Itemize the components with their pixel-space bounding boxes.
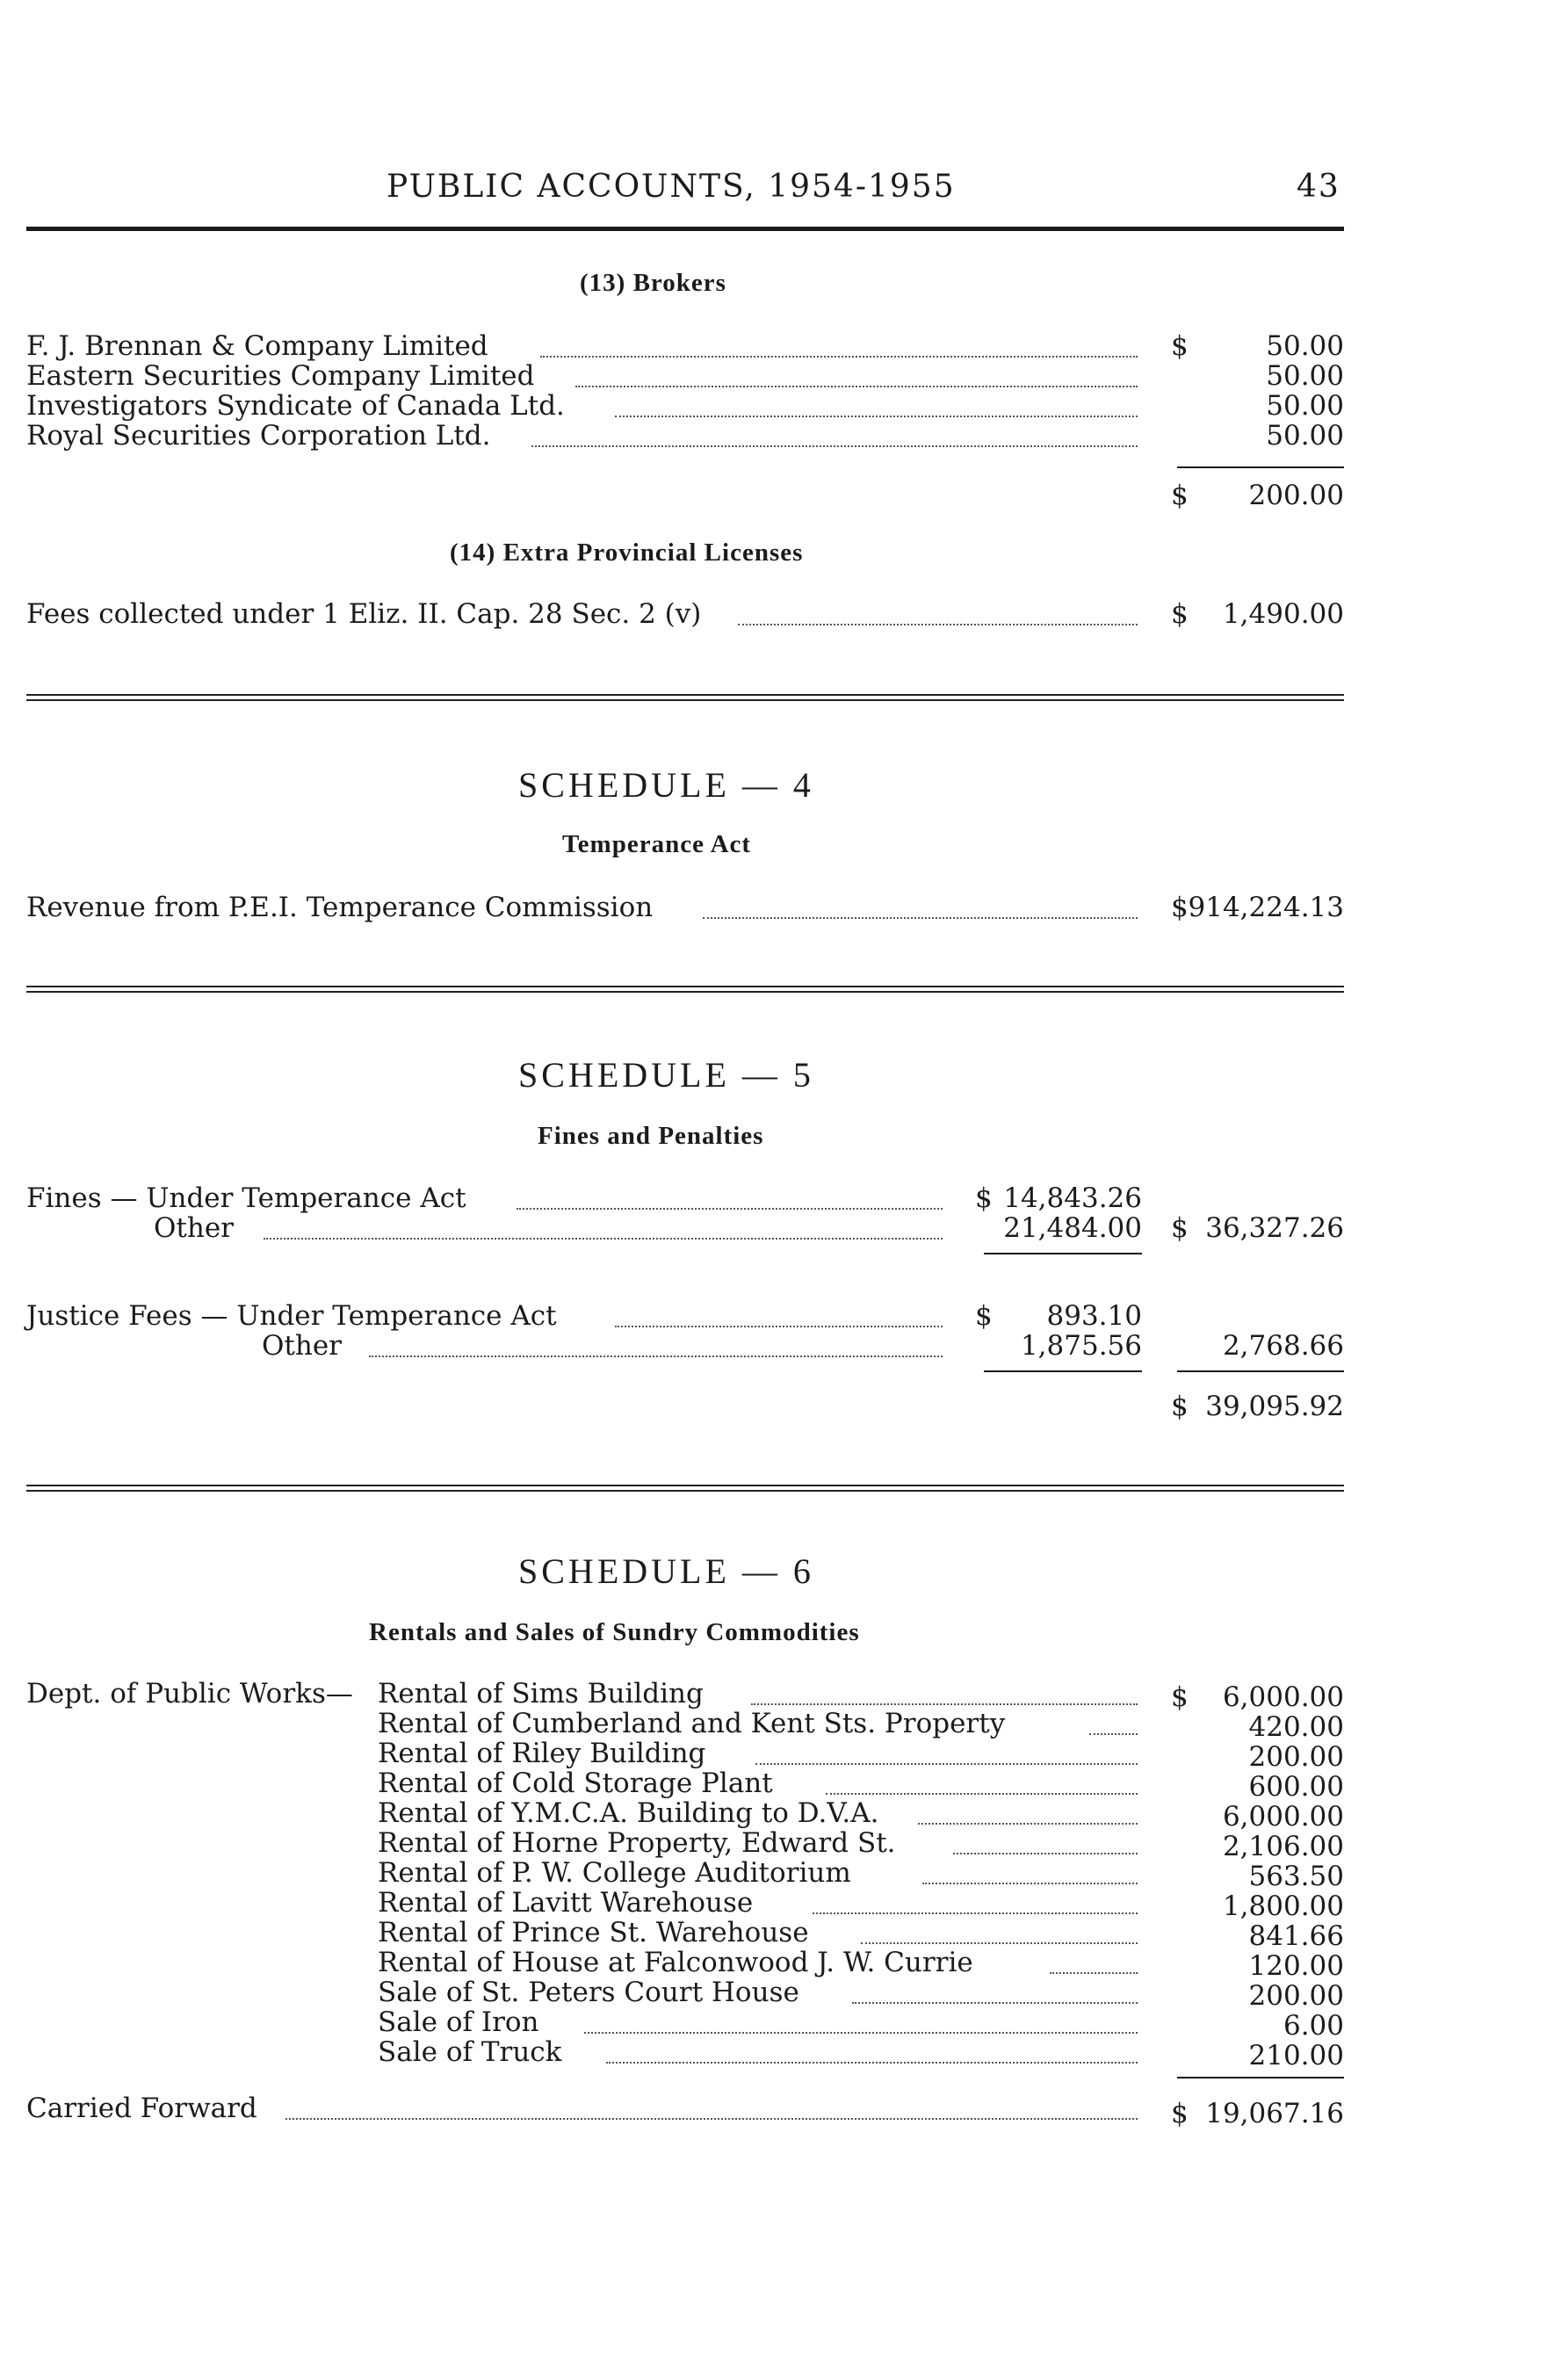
section-divider [26, 986, 1344, 993]
leader-dots [738, 624, 1138, 625]
leader-dots [606, 2062, 1138, 2064]
leader-dots [918, 1823, 1138, 1825]
leader-dots [813, 1912, 1138, 1914]
justice-other-amount: 1,875.56 [1020, 1330, 1142, 1362]
leader-dots [369, 1356, 943, 1357]
item-label: Rental of Lavitt Warehouse [378, 1887, 754, 1919]
item-amount: 563.50 [1248, 1861, 1344, 1892]
item-amount: 1,800.00 [1222, 1890, 1344, 1922]
item-amount: 6.00 [1283, 2010, 1344, 2042]
fines-label: Fines — Under Temperance Act [26, 1182, 466, 1214]
schedule-5-total: 39,095.92 [1205, 1391, 1344, 1422]
dollar-sign: $ [1171, 480, 1189, 511]
section-divider [26, 694, 1344, 701]
carried-forward-label: Carried Forward [26, 2093, 257, 2124]
broker-name: F. J. Brennan & Company Limited [26, 330, 488, 362]
item-label: Rental of Cold Storage Plant [378, 1768, 773, 1799]
item-amount: 120.00 [1248, 1950, 1344, 1982]
leader-dots [703, 917, 1138, 919]
leader-dots [922, 1883, 1138, 1884]
leader-dots [953, 1853, 1138, 1854]
subtotal-rule [1177, 466, 1344, 468]
leader-dots [264, 1238, 943, 1240]
item-amount: 420.00 [1248, 1711, 1344, 1743]
justice-total: 2,768.66 [1222, 1330, 1344, 1362]
revenue-amount: 914,224.13 [1188, 892, 1344, 923]
schedule-4-title: SCHEDULE — 4 [518, 765, 814, 805]
item-label: Sale of Truck [378, 2036, 562, 2068]
leader-dots [285, 2118, 1138, 2120]
item-label: Rental of House at Falconwood J. W. Currie [378, 1947, 973, 1978]
dollar-sign: $ [1171, 2098, 1189, 2129]
subtotal-rule [1177, 2077, 1344, 2078]
broker-name: Royal Securities Corporation Ltd. [26, 420, 491, 452]
item-label: Rental of Cumberland and Kent Sts. Property [378, 1708, 1006, 1739]
leader-dots [852, 2002, 1138, 2004]
leader-dots [615, 416, 1138, 417]
subtotal-rule [1177, 1370, 1344, 1372]
broker-amount: 50.00 [1266, 330, 1344, 362]
fees-label: Fees collected under 1 Eliz. II. Cap. 28 Sec. 2 (v) [26, 598, 702, 630]
subtotal-rule [984, 1370, 1142, 1372]
justice-other-label: Other [262, 1330, 343, 1362]
dollar-sign: $ [1171, 1391, 1189, 1422]
item-label: Rental of Horne Property, Edward St. [378, 1827, 896, 1859]
fines-temperance-amount: 14,843.26 [1003, 1182, 1142, 1214]
leader-dots [517, 1208, 943, 1210]
dept-label: Dept. of Public Works— [26, 1678, 353, 1710]
fines-other-amount: 21,484.00 [1003, 1212, 1142, 1244]
broker-name: Eastern Securities Company Limited [26, 360, 535, 392]
dollar-sign: $ [975, 1300, 993, 1332]
item-label: Sale of St. Peters Court House [378, 1977, 799, 2008]
broker-amount: 50.00 [1266, 390, 1344, 422]
justice-temperance-amount: 893.10 [1046, 1300, 1142, 1332]
header-rule [26, 227, 1344, 231]
item-label: Rental of Prince St. Warehouse [378, 1917, 809, 1948]
dollar-sign: $ [975, 1182, 993, 1214]
leader-dots [531, 445, 1138, 447]
item-label: Rental of Riley Building [378, 1738, 706, 1769]
leader-dots [540, 356, 1138, 358]
leader-dots [755, 1763, 1138, 1765]
leader-dots [1050, 1972, 1138, 1974]
schedule-5-title: SCHEDULE — 5 [518, 1055, 814, 1095]
item-amount: 210.00 [1248, 2040, 1344, 2071]
revenue-label: Revenue from P.E.I. Temperance Commission [26, 892, 654, 923]
brokers-heading: (13) Brokers [580, 269, 726, 297]
leader-dots [861, 1942, 1138, 1944]
item-amount: 2,106.00 [1222, 1831, 1344, 1862]
extra-provincial-heading: (14) Extra Provincial Licenses [450, 539, 804, 567]
broker-amount: 50.00 [1266, 360, 1344, 392]
fees-amount: 1,490.00 [1222, 598, 1344, 630]
carried-forward-total: 19,067.16 [1205, 2098, 1344, 2129]
dollar-sign: $ [1171, 1681, 1189, 1713]
item-amount: 6,000.00 [1222, 1801, 1344, 1833]
dollar-sign: $ [1171, 892, 1189, 923]
brokers-total: 200.00 [1248, 480, 1344, 511]
item-label: Rental of P. W. College Auditorium [378, 1857, 851, 1889]
item-amount: 600.00 [1248, 1771, 1344, 1803]
page-title: PUBLIC ACCOUNTS, 1954-1955 [387, 169, 956, 205]
schedule-4-subtitle: Temperance Act [562, 830, 752, 858]
justice-fees-label: Justice Fees — Under Temperance Act [26, 1300, 557, 1332]
item-amount: 841.66 [1248, 1920, 1344, 1952]
leader-dots [615, 1326, 943, 1327]
item-amount: 200.00 [1248, 1741, 1344, 1773]
item-label: Sale of Iron [378, 2006, 539, 2038]
item-amount: 6,000.00 [1222, 1681, 1344, 1713]
leader-dots [584, 2032, 1138, 2034]
broker-amount: 50.00 [1266, 420, 1344, 452]
section-divider [26, 1485, 1344, 1492]
dollar-sign: $ [1171, 598, 1189, 630]
item-label: Rental of Y.M.C.A. Building to D.V.A. [378, 1797, 879, 1829]
leader-dots [1089, 1733, 1138, 1735]
leader-dots [575, 386, 1138, 387]
broker-name: Investigators Syndicate of Canada Ltd. [26, 390, 565, 422]
leader-dots [751, 1703, 1138, 1705]
fines-total: 36,327.26 [1205, 1212, 1344, 1244]
page-number: 43 [1297, 169, 1340, 205]
dollar-sign: $ [1171, 330, 1189, 362]
schedule-6-title: SCHEDULE — 6 [518, 1551, 814, 1591]
subtotal-rule [984, 1253, 1142, 1254]
fines-other-label: Other [154, 1212, 235, 1244]
schedule-6-subtitle: Rentals and Sales of Sundry Commodities [369, 1618, 860, 1646]
item-label: Rental of Sims Building [378, 1678, 704, 1710]
item-amount: 200.00 [1248, 1980, 1344, 2012]
dollar-sign: $ [1171, 1212, 1189, 1244]
schedule-5-subtitle: Fines and Penalties [538, 1122, 764, 1150]
leader-dots [826, 1793, 1138, 1795]
